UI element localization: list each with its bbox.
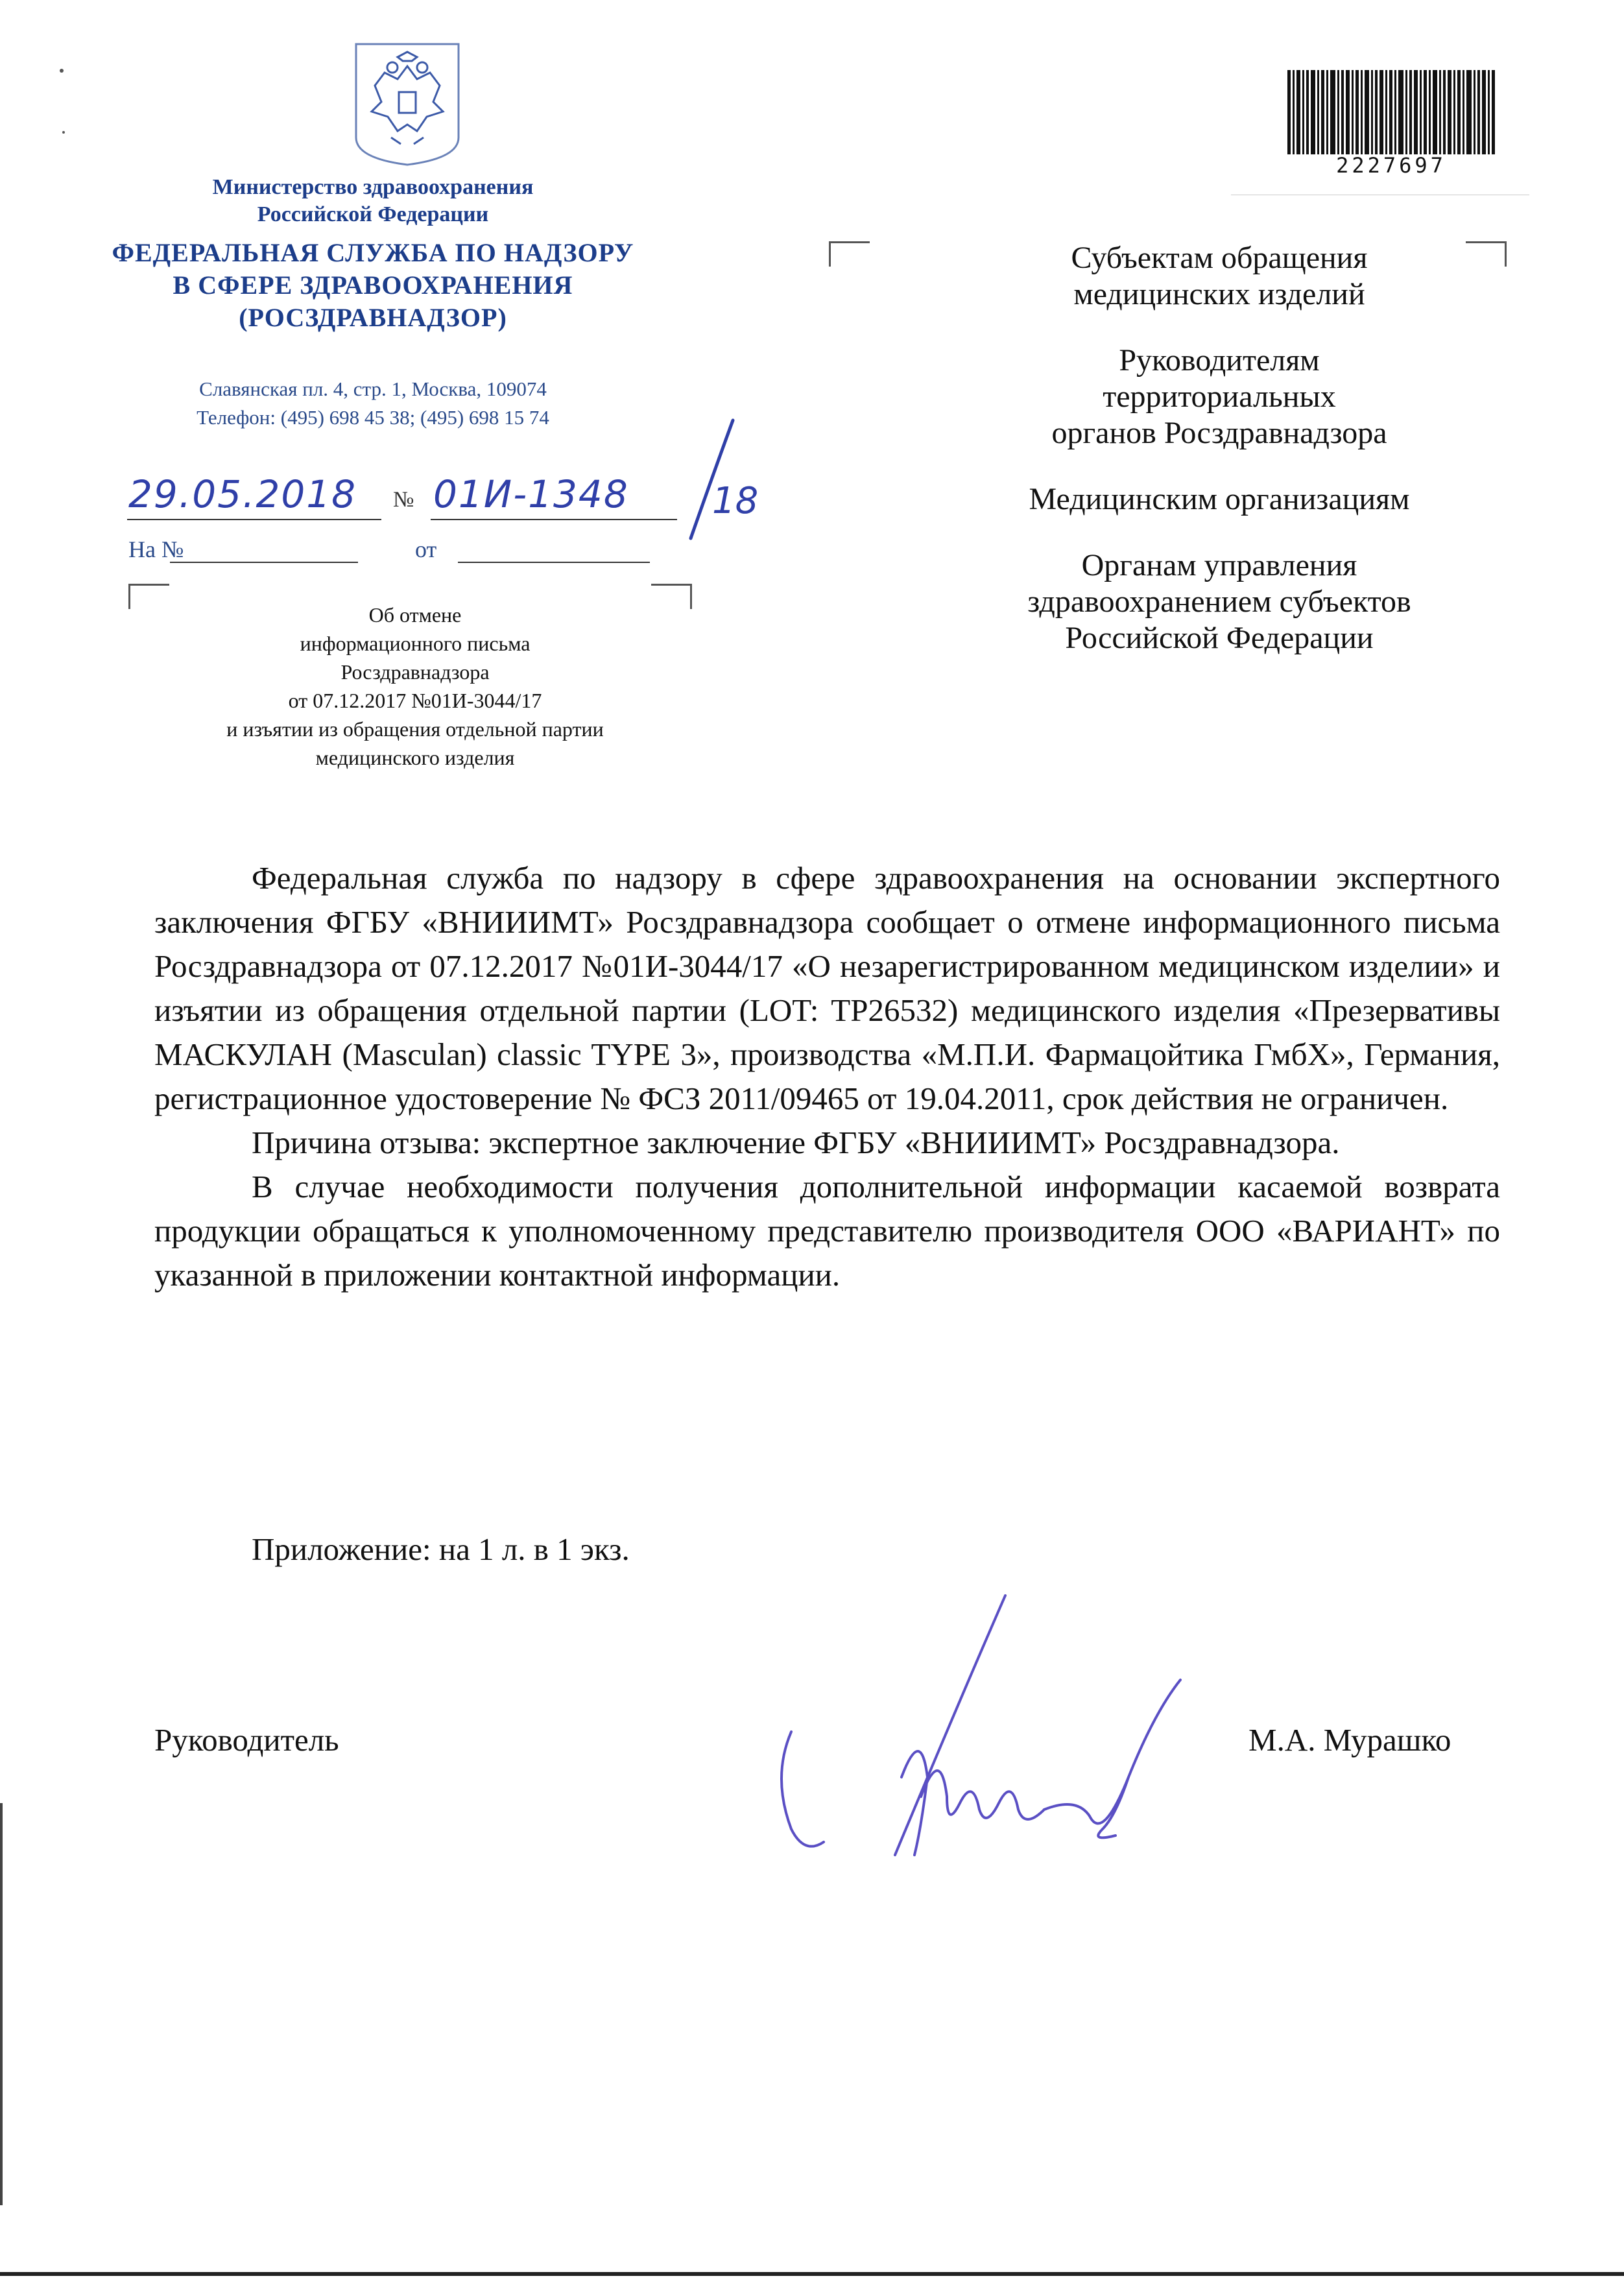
handwritten-number: 01И-1348: [433, 472, 629, 516]
ministry-name: Министерство здравоохранения Российской Федерации: [212, 175, 534, 226]
handwritten-signature-icon: [765, 1583, 1206, 1887]
scan-edge-bottom: [0, 2272, 1624, 2276]
contact-address: Славянская пл. 4, стр. 1, Москва, 109074 Телефон: (495) 698 45 38; (495) 698 15 74: [197, 377, 549, 429]
recipient-group: Медицинским организациям: [1029, 482, 1410, 516]
scan-speck: [60, 69, 64, 73]
handwritten-date: 29.05.2018: [128, 472, 357, 516]
body-paragraph: Причина отзыва: экспертное заключение ФГБУ «ВНИИИМТ» Росздравнадзора.: [252, 1125, 1340, 1160]
handwritten-number-suffix: 18: [712, 480, 759, 522]
reference-number-label: На №: [128, 536, 184, 562]
double-headed-eagle-emblem-icon: [352, 40, 462, 167]
service-name: ФЕДЕРАЛЬНАЯ СЛУЖБА ПО НАДЗОРУ В СФЕРЕ ЗДРАВООХРАНЕНИЯ (РОСЗДРАВНАДЗОР): [112, 238, 634, 332]
recipients-list: [895, 240, 1544, 686]
recipient-group: Субъектам обращения медицинских изделий: [1071, 241, 1368, 311]
letter-body: [154, 856, 1500, 1297]
reference-date-blank: [458, 562, 650, 563]
recipient-group: Руководителям территориальных органов Росздравнадзора: [1051, 343, 1387, 450]
number-underline: [431, 519, 677, 520]
number-sign: №: [393, 488, 414, 512]
scan-edge-left: [0, 1803, 3, 2205]
date-underline: [127, 519, 381, 520]
barcode-icon: [1287, 70, 1495, 154]
body-paragraph: В случае необходимости получения дополнительной информации касаемой возврата продукции обращаться к уполномоченному представителю производителя ООО «ВАРИАНТ» по указанной в приложении контактной информации.: [154, 1169, 1500, 1293]
body-paragraph: Федеральная служба по надзору в сфере здравоохранения на основании экспертного заключения ФГБУ «ВНИИИМТ» Росздравнадзора сообщает о отмене информационного письма Росздравнадзора от 07.12.2017 №01И-3044/17 «О незарегистрированном медицинском изделии» и изъятии из обращения отдельной партии (LOT: TP26532) медицинского изделия «Презервативы МАСКУЛАН (Masculan) classic TYPE 3», производства «М.П.И. Фармацойтика ГмбХ», Германия, регистрационное удостоверение № ФСЗ 2011/09465 от 19.04.2011, срок действия не ограничен.: [154, 860, 1500, 1116]
attachment-note: Приложение: на 1 л. в 1 экз.: [252, 1531, 630, 1567]
reference-date-label: от: [415, 536, 437, 562]
scan-speck: [62, 131, 65, 134]
signer-name: М.А. Мурашко: [1248, 1722, 1451, 1758]
reference-number-blank: [170, 562, 358, 563]
barcode-number: 2227697: [1336, 153, 1446, 178]
recipient-group: Органам управления здравоохранением субъектов Российской Федерации: [1027, 548, 1411, 655]
letter-subject: Об отмене информационного письма Росздравнадзора от 07.12.2017 №01И-3044/17 и изъятии из обращения отдельной партии медицинского изделия: [226, 603, 604, 769]
recipients-bracket-left: [829, 241, 870, 267]
signer-position: Руководитель: [154, 1722, 339, 1758]
